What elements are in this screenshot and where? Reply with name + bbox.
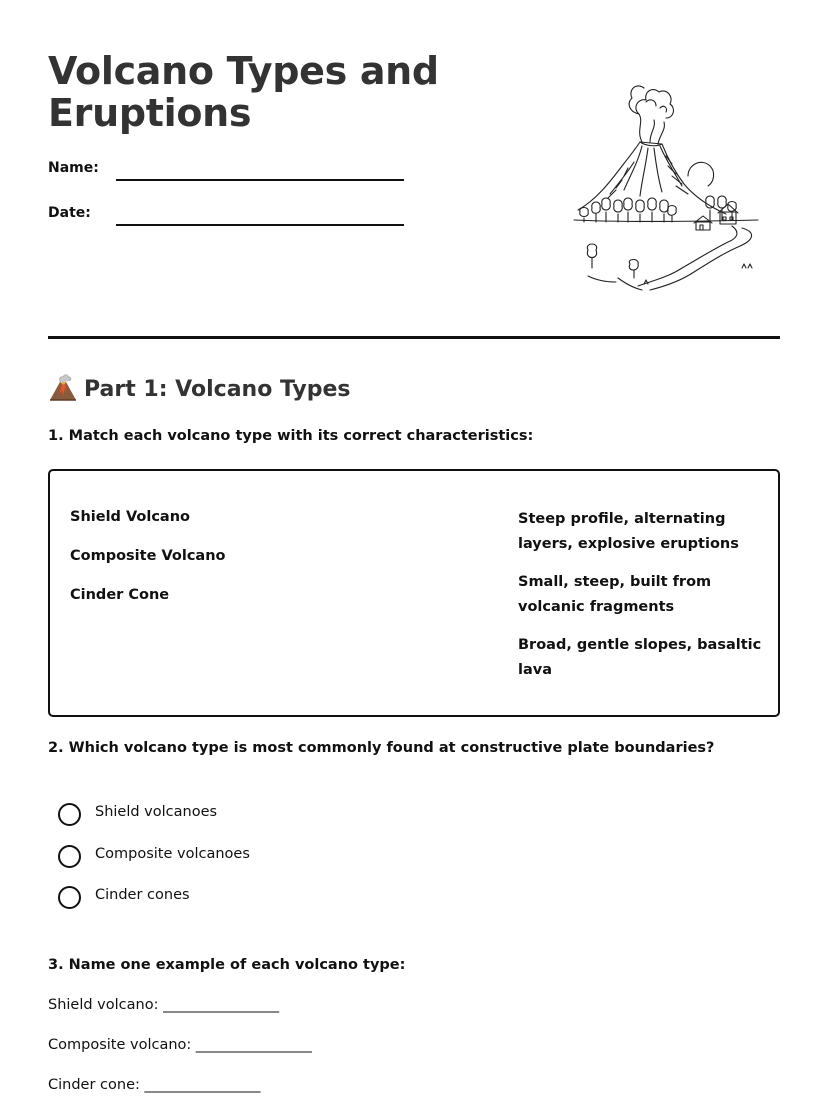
- worksheet-title: Volcano Types and Eruptions: [48, 49, 439, 135]
- radio-composite-volcanoes[interactable]: [58, 845, 81, 868]
- header-divider: [48, 336, 780, 339]
- volcano-type-list: [70, 507, 226, 624]
- match-characteristic-item: Small, steep, built from volcanic fragments: [518, 574, 712, 615]
- match-characteristic-item: Steep profile, alternating layers, explosive eruptions: [518, 511, 739, 552]
- matching-box: [48, 469, 780, 717]
- date-label: Date:: [48, 205, 91, 221]
- date-field: [48, 205, 408, 235]
- volcano-illustration-icon: [526, 72, 766, 294]
- name-input-line[interactable]: [116, 179, 404, 181]
- volcano-emoji-icon: [48, 372, 78, 402]
- option-label: Shield volcanoes: [95, 804, 218, 820]
- cinder-example-blank[interactable]: Cinder cone: ________________: [48, 1077, 261, 1093]
- part1-title: [48, 372, 350, 406]
- question-3: 3. Name one example of each volcano type:: [48, 957, 406, 973]
- question-1: 1. Match each volcano type with its correct characteristics:: [48, 428, 534, 444]
- option-label: Composite volcanoes: [95, 846, 250, 862]
- radio-shield-volcanoes[interactable]: [58, 803, 81, 826]
- name-label: Name:: [48, 160, 99, 176]
- worksheet-page: [48, 0, 780, 1118]
- match-type-item: Composite Volcano: [70, 548, 226, 564]
- match-characteristic-item: Broad, gentle slopes, basaltic lava: [518, 637, 762, 678]
- name-field: [48, 160, 408, 190]
- characteristic-list: [518, 507, 768, 696]
- radio-cinder-cones[interactable]: [58, 886, 81, 909]
- question-2: 2. Which volcano type is most commonly found at constructive plate boundaries?: [48, 740, 715, 756]
- composite-example-blank[interactable]: Composite volcano: ________________: [48, 1037, 312, 1053]
- part1-title-text: Part 1: Volcano Types: [84, 377, 351, 402]
- shield-example-blank[interactable]: Shield volcano: ________________: [48, 997, 280, 1013]
- date-input-line[interactable]: [116, 224, 404, 226]
- match-type-item: Shield Volcano: [70, 509, 190, 525]
- option-label: Cinder cones: [95, 887, 190, 903]
- match-type-item: Cinder Cone: [70, 587, 170, 603]
